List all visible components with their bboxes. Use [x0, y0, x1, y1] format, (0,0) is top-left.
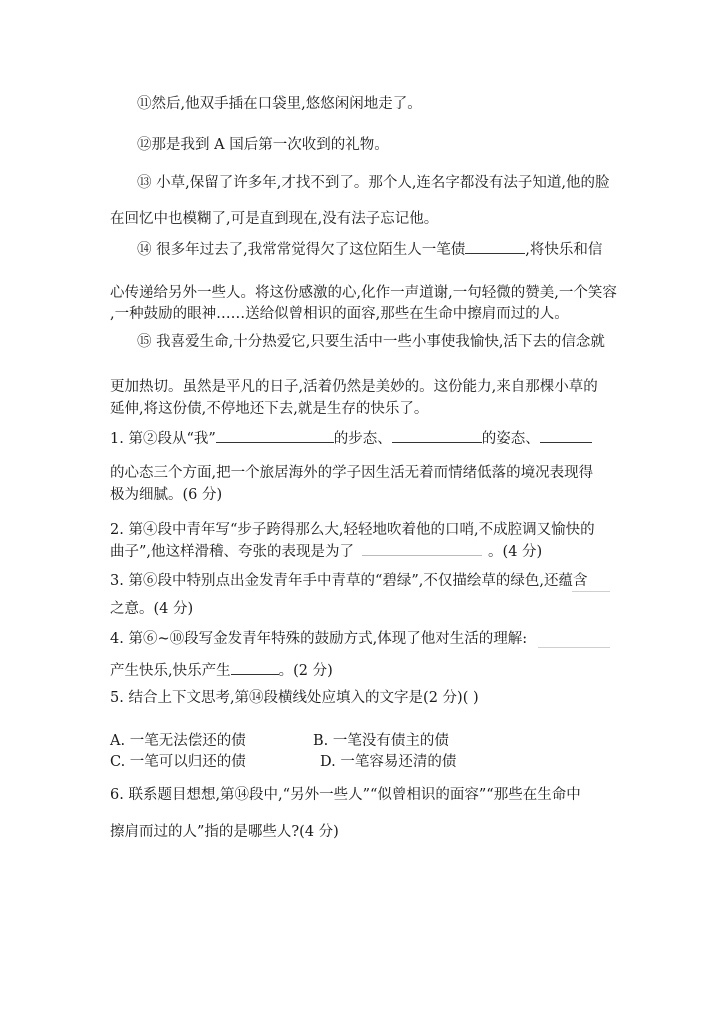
- question-1-blank-1[interactable]: [216, 428, 334, 443]
- question-1-blank-3[interactable]: [540, 428, 592, 443]
- question-5-option-a[interactable]: A. 一笔无法偿还的债: [110, 733, 246, 749]
- question-2-text-b: 。(4 分): [488, 544, 543, 560]
- question-2-line-2: [110, 541, 542, 562]
- paragraph-14-line-3: ,一种鼓励的眼神……送给似曾相识的面容,那些在生命中擦肩而过的人。: [110, 306, 569, 322]
- question-2-line-1: 2. 第④段中青年写“步子跨得那么大,轻轻地吹着他的口哨,不成腔调又愉快的: [110, 522, 595, 538]
- question-4-line-2: [110, 660, 333, 681]
- paragraph-14-blank[interactable]: [465, 239, 525, 254]
- paragraph-14-line-2: 心传递给另外一些人。将这份感激的心,化作一声道谢,一句轻微的赞美,一个笑容: [110, 285, 617, 301]
- question-3-line-2: 之意。(4 分): [110, 601, 194, 617]
- question-1-text-b: 的步态、: [333, 431, 392, 447]
- question-6-line-2: 擦肩而过的人”指的是哪些人?(4 分): [110, 824, 339, 840]
- question-4-blank[interactable]: [231, 660, 279, 675]
- question-5-option-d[interactable]: D. 一笔容易还清的债: [320, 754, 457, 770]
- paragraph-11: ⑪然后,他双手插在口袋里,悠悠闲闲地走了。: [137, 96, 422, 112]
- paragraph-14-line-1: [137, 239, 602, 260]
- question-4-text-b: 。(2 分): [278, 663, 333, 679]
- question-1-text-a: 1. 第②段从“我”: [110, 431, 216, 447]
- question-1-line-2: 的心态三个方面,把一个旅居海外的学子因生活无着而情绪低落的境况表现得: [110, 465, 594, 481]
- question-1-blank-2[interactable]: [392, 428, 482, 443]
- question-5-option-c[interactable]: C. 一笔可以归还的债: [110, 754, 246, 770]
- question-1-line-3: 极为细腻。(6 分): [110, 487, 223, 503]
- paragraph-14-text-b: ,将快乐和信: [525, 242, 603, 258]
- question-4-answer-rule: [538, 647, 610, 648]
- paragraph-13-line-1: ⑬ 小草,保留了许多年,才找不到了。那个人,连名字都没有法子知道,他的脸: [137, 175, 610, 191]
- paragraph-14-text-a: ⑭ 很多年过去了,我常常觉得欠了这位陌生人一笔债: [137, 242, 466, 258]
- question-2-text-a: 曲子”,他这样滑稽、夸张的表现是为了: [110, 544, 355, 560]
- question-1-text-c: 的姿态、: [481, 431, 540, 447]
- paragraph-15-line-2: 更加热切。虽然是平凡的日子,活着仍然是美妙的。这份能力,来自那棵小草的: [110, 379, 598, 395]
- question-1-line-1: [110, 428, 592, 449]
- question-6-line-1: 6. 联系题目想想,第⑭段中,“另外一些人”“似曾相识的面容”“那些在生命中: [110, 787, 581, 803]
- question-5-stem: 5. 结合上下文思考,第⑭段横线处应填入的文字是(2 分)( ): [110, 690, 479, 706]
- question-2-blank[interactable]: [362, 541, 482, 556]
- question-5-option-b[interactable]: B. 一笔没有债主的债: [313, 733, 449, 749]
- question-3-line-1: 3. 第⑥段中特别点出金发青年手中青草的“碧绿”,不仅描绘草的绿色,还蕴含: [110, 573, 588, 589]
- paragraph-13-line-2: 在回忆中也模糊了,可是直到现在,没有法子忘记他。: [110, 211, 439, 227]
- question-4-text-a: 产生快乐,快乐产生: [110, 663, 231, 679]
- paragraph-15-line-1: ⑮ 我喜爱生命,十分热爱它,只要生活中一些小事使我愉快,活下去的信念就: [137, 334, 605, 350]
- question-4-line-1: 4. 第⑥~⑩段写金发青年特殊的鼓励方式,体现了他对生活的理解:: [110, 631, 528, 647]
- question-3-answer-rule: [572, 591, 610, 592]
- paragraph-12: ⑫那是我到 A 国后第一次收到的礼物。: [137, 137, 389, 153]
- paragraph-15-line-3: 延伸,将这份债,不停地还下去,就是生存的快乐了。: [110, 401, 429, 417]
